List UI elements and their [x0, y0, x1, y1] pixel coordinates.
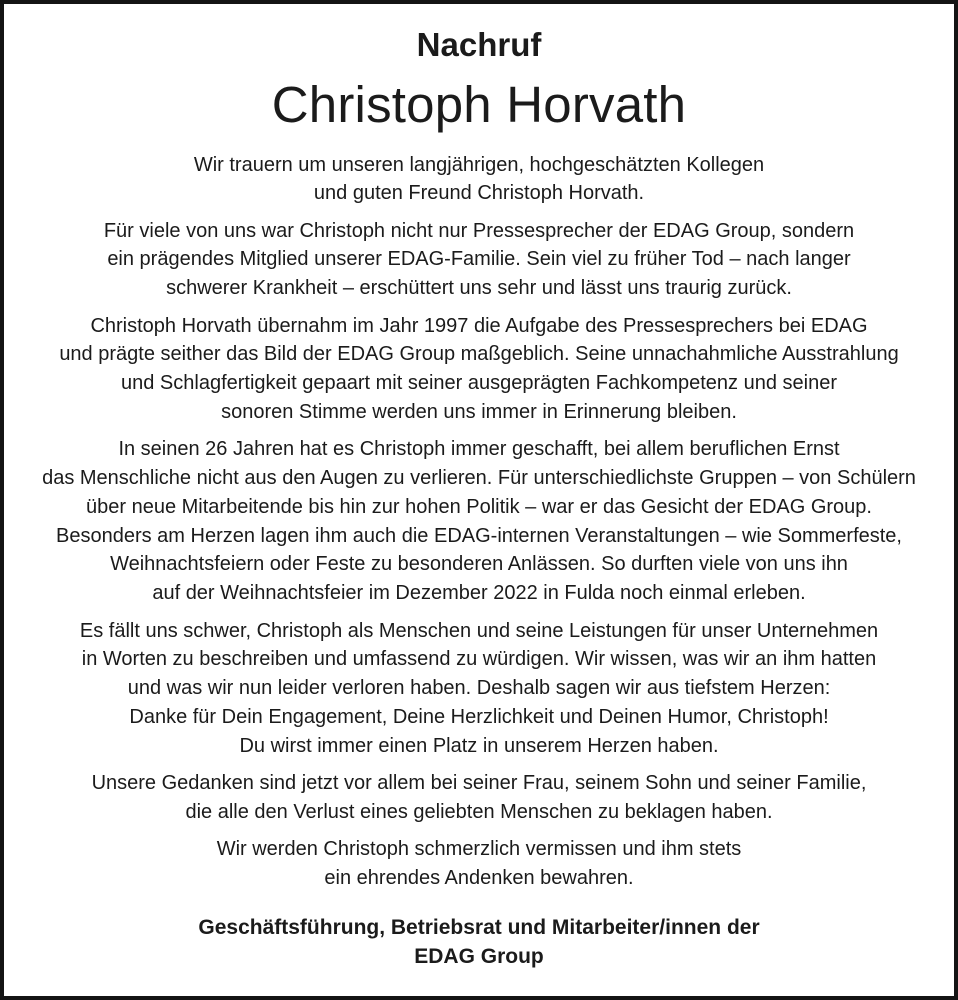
- signature-line: EDAG Group: [414, 944, 544, 968]
- paragraph: [4, 312, 954, 427]
- text-line: Wir werden Christoph schmerzlich vermissen und ihm stets: [216, 838, 742, 861]
- paragraph: [4, 151, 954, 209]
- text-line: und prägte seither das Bild der EDAG Group maßgeblich. Seine unnachahmliche Ausstrahlung: [59, 343, 899, 366]
- text-line: schwerer Krankheit – erschüttert uns sehr und lässt uns traurig zurück.: [166, 277, 792, 300]
- text-line: Für viele von uns war Christoph nicht nur Pressesprecher der EDAG Group, sondern: [103, 219, 855, 242]
- deceased-name: Christoph Horvath: [271, 76, 687, 133]
- signature-line: Geschäftsführung, Betriebsrat und Mitarbeiter/innen der: [198, 915, 760, 939]
- text-line: Weihnachtsfeiern oder Feste zu besonderen Anlässen. So durften viele von uns ihn: [110, 553, 848, 576]
- text-line: Christoph Horvath übernahm im Jahr 1997 die Aufgabe des Pressesprechers bei EDAG: [90, 314, 868, 337]
- paragraph: [4, 617, 954, 761]
- notice-heading: Nachruf: [416, 26, 542, 63]
- text-line: Wir trauern um unseren langjährigen, hochgeschätzten Kollegen: [193, 153, 765, 176]
- paragraph: [4, 435, 954, 608]
- text-line: und was wir nun leider verloren haben. Deshalb sagen wir aus tiefstem Herzen:: [127, 677, 831, 700]
- text-line: und Schlagfertigkeit gepaart mit seiner ausgeprägten Fachkompetenz und seiner: [121, 372, 837, 395]
- notice-body: [4, 151, 954, 893]
- text-line: Besonders am Herzen lagen ihm auch die EDAG-internen Veranstaltungen – wie Sommerfeste,: [55, 524, 902, 547]
- text-line: über neue Mitarbeitende bis hin zur hohen Politik – war er das Gesicht der EDAG Group.: [86, 495, 872, 518]
- text-line: auf der Weihnachtsfeier im Dezember 2022 in Fulda noch einmal erleben.: [152, 582, 806, 605]
- paragraph: [4, 217, 954, 303]
- text-line: und guten Freund Christoph Horvath.: [313, 182, 645, 205]
- text-line: In seinen 26 Jahren hat es Christoph immer geschafft, bei allem beruflichen Ernst: [118, 438, 840, 461]
- text-line: Danke für Dein Engagement, Deine Herzlichkeit und Deinen Humor, Christoph!: [129, 705, 829, 728]
- text-line: Es fällt uns schwer, Christoph als Menschen und seine Leistungen für unser Unternehmen: [79, 619, 879, 642]
- text-line: in Worten zu beschreiben und umfassend zu würdigen. Wir wissen, was wir an ihm hatten: [81, 648, 877, 671]
- text-line: ein ehrendes Andenken bewahren.: [324, 866, 634, 889]
- text-line: sonoren Stimme werden uns immer in Erinnerung bleiben.: [221, 400, 737, 423]
- text-line: ein prägendes Mitglied unserer EDAG-Familie. Sein viel zu früher Tod – nach langer: [107, 248, 851, 271]
- paragraph: [4, 835, 954, 893]
- paragraph: [4, 769, 954, 827]
- text-line: die alle den Verlust eines geliebten Menschen zu beklagen haben.: [185, 800, 773, 823]
- text-line: Unsere Gedanken sind jetzt vor allem bei seiner Frau, seinem Sohn und seiner Familie,: [91, 772, 867, 795]
- text-line: das Menschliche nicht aus den Augen zu verlieren. Für unterschiedlichste Gruppen – von Schülern: [42, 467, 916, 490]
- signature: [4, 913, 954, 971]
- text-line: Du wirst immer einen Platz in unserem Herzen haben.: [239, 734, 719, 757]
